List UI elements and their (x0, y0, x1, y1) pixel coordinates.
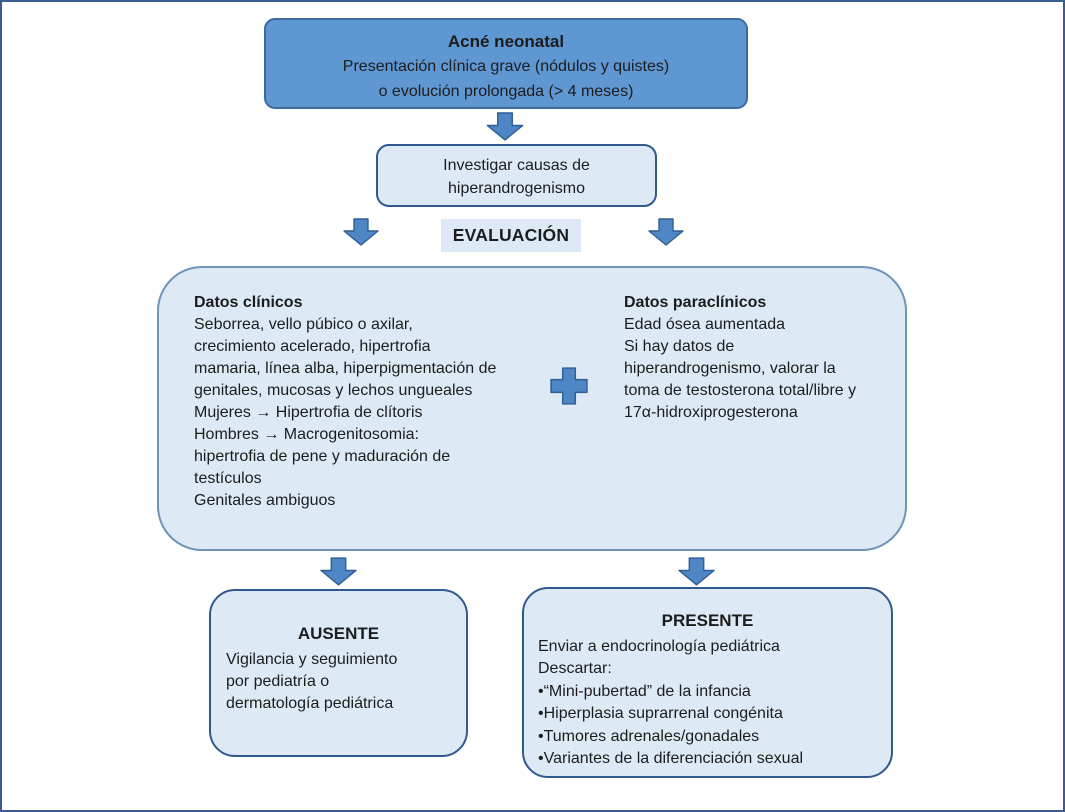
down-arrow-icon (648, 218, 684, 246)
clinical-line: Mujeres → Hipertrofia de clítoris (194, 404, 423, 421)
clinical-line: mamaria, línea alba, hiperpigmentación de (194, 360, 497, 377)
title-box-heading: Acné neonatal (447, 32, 565, 51)
present-line: Descartar: (538, 660, 612, 677)
clinical-line: genitales, mucosas y lechos ungueales (194, 382, 473, 399)
paraclinical-heading: Datos paraclínicos (624, 294, 767, 311)
absent-heading: AUSENTE (297, 624, 380, 643)
main-box (157, 266, 907, 551)
investigate-box-line: Investigar causas de (443, 157, 590, 174)
present-body (524, 636, 891, 771)
present-line: •Variantes de la diferenciación sexual (538, 750, 804, 767)
down-arrow-icon (320, 557, 357, 586)
absent-outcome-box (209, 589, 468, 757)
investigate-box (376, 144, 657, 207)
clinical-line: Seborrea, vello púbico o axilar, (194, 316, 413, 333)
plus-icon (550, 367, 588, 405)
evaluation-label: EVALUACIÓN (441, 219, 581, 252)
present-line: •“Mini-pubertad” de la infancia (538, 682, 751, 700)
down-arrow-icon (343, 218, 379, 246)
paraclinical-line: hiperandrogenismo, valorar la (624, 360, 836, 377)
clinical-line: Genitales ambiguos (194, 492, 336, 509)
down-arrow-icon (678, 557, 715, 586)
clinical-heading: Datos clínicos (194, 294, 303, 311)
present-line: •Tumores adrenales/gonadales (538, 727, 760, 745)
present-line: Enviar a endocrinología pediátrica (538, 637, 780, 655)
present-heading: PRESENTE (661, 611, 754, 630)
present-line: •Hiperplasia suprarrenal congénita (538, 705, 783, 722)
investigate-box-line: hiperandrogenismo (448, 180, 585, 197)
title-box (264, 18, 748, 109)
paraclinical-line: 17α-hidroxiprogesterona (624, 404, 798, 421)
absent-line: Vigilancia y seguimiento (226, 651, 398, 668)
title-box-line: Presentación clínica grave (nódulos y quistes) (342, 58, 670, 75)
paraclinical-line: toma de testosterona total/libre y (624, 382, 857, 399)
present-outcome-box (522, 587, 893, 778)
title-box-line: o evolución prolongada (> 4 meses) (378, 83, 634, 100)
down-arrow-icon (484, 112, 526, 141)
clinical-line: hipertrofia de pene y maduración de (194, 448, 451, 465)
absent-body (211, 649, 466, 715)
paraclinical-data-column (624, 292, 894, 424)
clinical-line: testículos (194, 470, 262, 487)
absent-line: por pediatría o (226, 673, 330, 690)
paraclinical-line: Si hay datos de (624, 338, 735, 355)
clinical-line: Hombres → Macrogenitosomia: (194, 426, 419, 443)
clinical-data-column (194, 292, 539, 512)
clinical-line: crecimiento acelerado, hipertrofia (194, 338, 431, 355)
absent-line: dermatología pediátrica (226, 695, 394, 712)
paraclinical-line: Edad ósea aumentada (624, 316, 786, 333)
